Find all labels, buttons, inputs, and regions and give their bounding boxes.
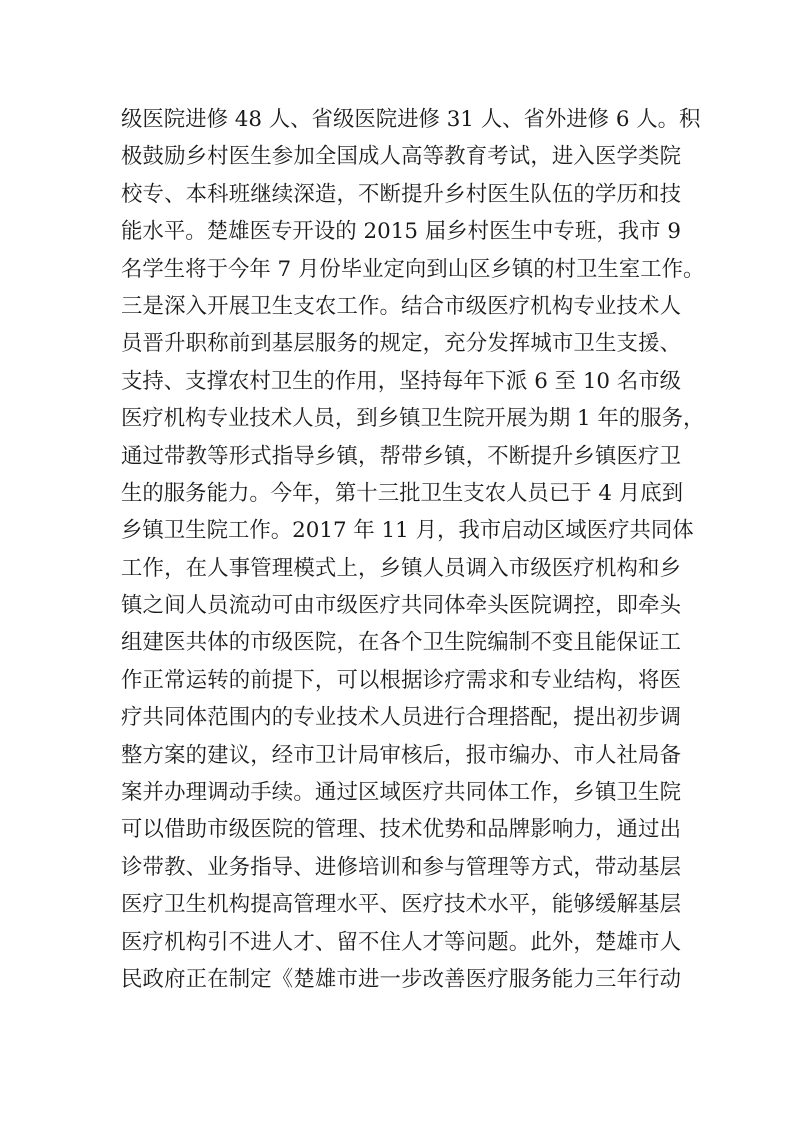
text-line: 能水平。楚雄医专开设的 2015 届乡村医生中专班，我市 9 bbox=[121, 219, 681, 245]
text-line: 工作，在人事管理模式上，乡镇人员调入市级医疗机构和乡 bbox=[121, 555, 681, 581]
text-line: 民政府正在制定《楚雄市进一步改善医疗服务能力三年行动 bbox=[121, 966, 681, 992]
text-line: 乡镇卫生院工作。2017 年 11 月，我市启动区域医疗共同体 bbox=[121, 518, 694, 544]
text-line: 医疗机构引不进人才、留不住人才等问题。此外，楚雄市人 bbox=[121, 929, 681, 955]
text-line: 极鼓励乡村医生参加全国成人高等教育考试，进入医学类院 bbox=[121, 144, 681, 170]
text-line: 医疗机构专业技术人员，到乡镇卫生院开展为期 1 年的服务， bbox=[121, 406, 705, 432]
text-line: 组建医共体的市级医院，在各个卫生院编制不变且能保证工 bbox=[121, 630, 681, 656]
text-line: 校专、本科班继续深造，不断提升乡村医生队伍的学历和技 bbox=[121, 181, 681, 207]
text-line: 医疗卫生机构提高管理水平、医疗技术水平，能够缓解基层 bbox=[121, 892, 681, 918]
text-line: 名学生将于今年 7 月份毕业定向到山区乡镇的村卫生室工作。 bbox=[121, 256, 705, 282]
text-line: 可以借助市级医院的管理、技术优势和品牌影响力，通过出 bbox=[121, 817, 681, 843]
text-line: 疗共同体范围内的专业技术人员进行合理搭配，提出初步调 bbox=[121, 705, 681, 731]
text-line: 作正常运转的前提下，可以根据诊疗需求和专业结构，将医 bbox=[121, 667, 681, 693]
text-line: 镇之间人员流动可由市级医疗共同体牵头医院调控，即牵头 bbox=[121, 593, 681, 619]
text-line: 诊带教、业务指导、进修培训和参与管理等方式，带动基层 bbox=[121, 854, 681, 880]
text-line: 支持、支撑农村卫生的作用，坚持每年下派 6 至 10 名市级 bbox=[121, 368, 682, 394]
body-text bbox=[121, 101, 705, 998]
text-line: 案并办理调动手续。通过区域医疗共同体工作，乡镇卫生院 bbox=[121, 780, 681, 806]
text-line: 生的服务能力。今年，第十三批卫生支农人员已于 4 月底到 bbox=[121, 480, 683, 506]
text-line: 级医院进修 48 人、省级医院进修 31 人、省外进修 6 人。积 bbox=[121, 107, 701, 132]
text-line: 整方案的建议，经市卫计局审核后，报市编办、市人社局备 bbox=[121, 742, 681, 768]
text-line: 三是深入开展卫生支农工作。结合市级医疗机构专业技术人 bbox=[121, 293, 681, 319]
text-line: 员晋升职称前到基层服务的规定，充分发挥城市卫生支援、 bbox=[121, 331, 681, 357]
text-line: 通过带教等形式指导乡镇，帮带乡镇，不断提升乡镇医疗卫 bbox=[121, 443, 681, 469]
